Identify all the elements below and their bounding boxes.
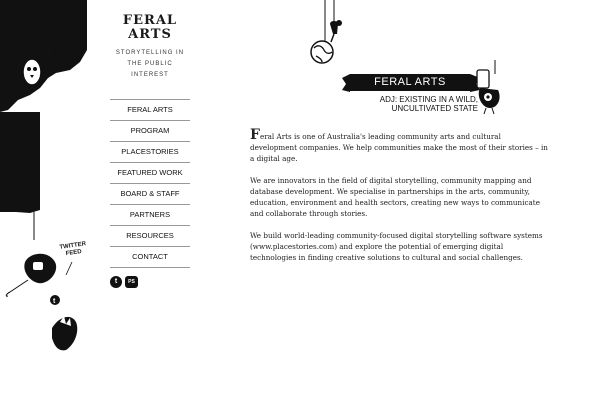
nav-item-resources[interactable]: RESOURCES — [110, 226, 190, 247]
owl-icon — [23, 59, 41, 85]
svg-text:0: 0 — [70, 45, 74, 52]
svg-text:0: 0 — [63, 33, 67, 40]
svg-text:1: 1 — [47, 41, 51, 48]
header-title: FERAL ARTS — [350, 74, 470, 91]
bird-creature — [6, 254, 56, 296]
twitter-feed-label: TWITTER FEED — [59, 241, 87, 258]
climbing-figure — [330, 0, 342, 42]
svg-text:1: 1 — [45, 50, 49, 57]
left-illustration — [0, 0, 100, 400]
nav-item-placestories[interactable]: PLACESTORIES — [110, 142, 190, 163]
svg-text:1: 1 — [60, 52, 64, 59]
svg-text:1: 1 — [62, 43, 66, 50]
nav-item-feral-arts[interactable]: FERAL ARTS — [110, 100, 190, 121]
placestories-icon[interactable]: PS — [125, 276, 138, 288]
site-logo[interactable]: FERAL ARTS — [122, 13, 178, 42]
svg-text:1: 1 — [38, 51, 42, 58]
svg-text:t: t — [53, 298, 56, 305]
banner-tail-left — [342, 74, 350, 92]
svg-text:0: 0 — [72, 37, 76, 44]
twitter-icon[interactable]: t — [110, 276, 122, 288]
main-content — [250, 127, 550, 274]
paragraph-text: eral Arts is one of Australia's leading community arts and cultural development companies. We help communities make the most of their stories – in a digital age. — [250, 132, 548, 163]
nav-item-board-staff[interactable]: BOARD & STAFF — [110, 184, 190, 205]
sidebar — [110, 14, 190, 288]
nav-item-contact[interactable]: CONTACT — [110, 247, 190, 268]
svg-text:0: 0 — [40, 43, 44, 50]
nav-item-program[interactable]: PROGRAM — [110, 121, 190, 142]
nav-item-partners[interactable]: PARTNERS — [110, 205, 190, 226]
ink-blob-top — [0, 0, 87, 112]
header-definition: ADJ: EXISTING IN A WILD, UNCULTIVATED STATE — [379, 95, 478, 113]
paragraph: We are innovators in the field of digital storytelling, community mapping and database development. We specialise in partnerships in the arts, community, education, environment and health sectors, creating new ways to communicate and collaborate through stories. — [250, 176, 540, 218]
phone-creature — [477, 60, 500, 114]
globe-icon — [311, 41, 333, 63]
svg-text:0: 0 — [53, 50, 57, 57]
intro-paragraph — [250, 127, 550, 164]
nav-item-featured-work[interactable]: FEATURED WORK — [110, 163, 190, 184]
svg-text:0: 0 — [55, 40, 59, 47]
svg-text:1: 1 — [55, 28, 59, 35]
paragraph: We build world-leading community-focused digital storytelling software systems (www.placestories.com) and explore the potential of emerging digital technologies in finding creative solutions to cultural and social challenges. — [250, 231, 543, 262]
site-tagline: STORYTELLING IN THE PUBLIC INTEREST — [115, 50, 185, 78]
svg-text:1: 1 — [66, 55, 70, 62]
main-nav — [110, 99, 190, 268]
ink-blob-middle — [0, 112, 40, 213]
social-links — [110, 276, 190, 288]
dropcap: F — [250, 127, 260, 143]
